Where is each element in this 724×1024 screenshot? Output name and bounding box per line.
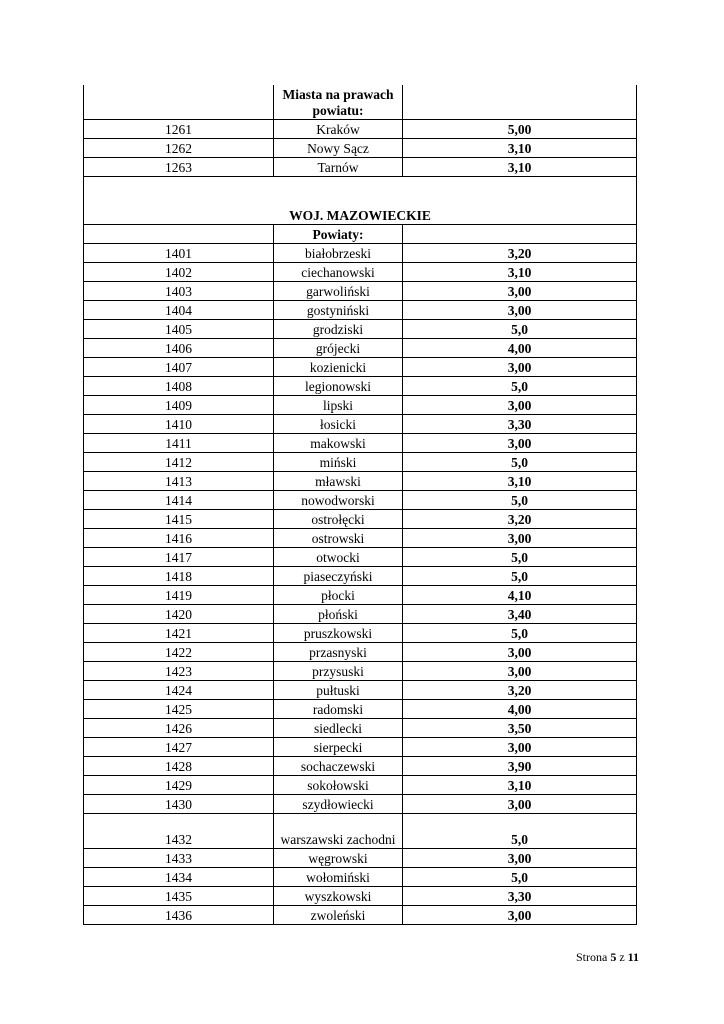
value-cell: 5,00	[403, 120, 637, 139]
code-cell: 1429	[84, 776, 274, 795]
name-cell: grodziski	[274, 320, 403, 339]
name-cell: sokołowski	[274, 776, 403, 795]
value-cell: 3,00	[403, 529, 637, 548]
footer-total: 11	[627, 950, 640, 964]
name-cell: mławski	[274, 472, 403, 491]
footer-prefix: Strona	[576, 950, 608, 964]
name-cell: lipski	[274, 396, 403, 415]
code-cell: 1416	[84, 529, 274, 548]
table-row	[84, 776, 637, 795]
code-cell: 1436	[84, 906, 274, 925]
name-cell: otwocki	[274, 548, 403, 567]
value-cell: 3,30	[403, 415, 637, 434]
name-cell: płoński	[274, 605, 403, 624]
code-cell: 1426	[84, 719, 274, 738]
name-cell: warszawski zachodni	[274, 814, 403, 849]
value-cell: 3,00	[403, 396, 637, 415]
section-title: WOJ. MAZOWIECKIE	[84, 177, 637, 225]
table-row	[84, 662, 637, 681]
code-cell: 1261	[84, 120, 274, 139]
header-code-cell	[84, 85, 274, 120]
code-cell: 1427	[84, 738, 274, 757]
table-row	[84, 719, 637, 738]
name-cell: Tarnów	[274, 158, 403, 177]
name-cell: miński	[274, 453, 403, 472]
code-cell: 1413	[84, 472, 274, 491]
name-cell: płocki	[274, 586, 403, 605]
value-cell: 3,00	[403, 849, 637, 868]
value-cell: 3,00	[403, 738, 637, 757]
value-cell: 3,10	[403, 158, 637, 177]
code-cell: 1401	[84, 244, 274, 263]
value-cell: 5,0	[403, 868, 637, 887]
name-cell: szydłowiecki	[274, 795, 403, 814]
table-row	[84, 757, 637, 776]
name-cell: ostrowski	[274, 529, 403, 548]
name-cell: ostrołęcki	[274, 510, 403, 529]
code-cell: 1405	[84, 320, 274, 339]
value-cell: 5,0	[403, 624, 637, 643]
name-cell: legionowski	[274, 377, 403, 396]
name-cell: przasnyski	[274, 643, 403, 662]
table-row	[84, 339, 637, 358]
code-cell: 1408	[84, 377, 274, 396]
table-row	[84, 795, 637, 814]
value-cell: 3,00	[403, 906, 637, 925]
value-cell: 3,10	[403, 776, 637, 795]
code-cell: 1411	[84, 434, 274, 453]
table-row	[84, 887, 637, 906]
name-cell: grójecki	[274, 339, 403, 358]
name-cell: gostyniński	[274, 301, 403, 320]
table-row	[84, 139, 637, 158]
value-cell: 4,10	[403, 586, 637, 605]
table-row	[84, 906, 637, 925]
code-cell: 1424	[84, 681, 274, 700]
name-cell: Nowy Sącz	[274, 139, 403, 158]
table-row	[84, 738, 637, 757]
name-cell: białobrzeski	[274, 244, 403, 263]
name-cell: pułtuski	[274, 681, 403, 700]
footer-sep: z	[619, 950, 625, 964]
name-cell: sierpecki	[274, 738, 403, 757]
name-cell: piaseczyński	[274, 567, 403, 586]
value-cell: 3,20	[403, 510, 637, 529]
code-cell: 1434	[84, 868, 274, 887]
header-value-cell	[403, 85, 637, 120]
name-cell: ciechanowski	[274, 263, 403, 282]
table-row	[84, 529, 637, 548]
value-cell: 5,0	[403, 491, 637, 510]
code-cell: 1406	[84, 339, 274, 358]
code-cell: 1262	[84, 139, 274, 158]
value-cell: 3,10	[403, 472, 637, 491]
value-cell: 5,0	[403, 814, 637, 849]
name-cell: kozienicki	[274, 358, 403, 377]
table-row	[84, 415, 637, 434]
code-cell: 1433	[84, 849, 274, 868]
name-cell: łosicki	[274, 415, 403, 434]
subheader-code-cell	[84, 225, 274, 244]
name-cell: nowodworski	[274, 491, 403, 510]
value-cell: 3,00	[403, 795, 637, 814]
name-cell: radomski	[274, 700, 403, 719]
value-cell: 3,30	[403, 887, 637, 906]
name-cell: siedlecki	[274, 719, 403, 738]
code-cell: 1432	[84, 814, 274, 849]
code-cell: 1403	[84, 282, 274, 301]
value-cell: 3,10	[403, 263, 637, 282]
name-cell: zwoleński	[274, 906, 403, 925]
name-cell: makowski	[274, 434, 403, 453]
code-cell: 1418	[84, 567, 274, 586]
code-cell: 1425	[84, 700, 274, 719]
value-cell: 3,20	[403, 244, 637, 263]
code-cell: 1404	[84, 301, 274, 320]
table-row	[84, 301, 637, 320]
code-cell: 1415	[84, 510, 274, 529]
value-cell: 3,10	[403, 139, 637, 158]
name-cell: przysuski	[274, 662, 403, 681]
code-cell: 1419	[84, 586, 274, 605]
name-cell: węgrowski	[274, 849, 403, 868]
code-cell: 1428	[84, 757, 274, 776]
value-cell: 3,20	[403, 681, 637, 700]
table-row	[84, 681, 637, 700]
value-cell: 3,90	[403, 757, 637, 776]
subheader-label: Powiaty:	[274, 225, 403, 244]
cities-header: Miasta na prawach powiatu:	[274, 85, 403, 120]
name-cell: Kraków	[274, 120, 403, 139]
table-row	[84, 282, 637, 301]
table-row	[84, 548, 637, 567]
table-row	[84, 624, 637, 643]
value-cell: 3,00	[403, 301, 637, 320]
table-row	[84, 377, 637, 396]
value-cell: 3,40	[403, 605, 637, 624]
name-cell: garwoliński	[274, 282, 403, 301]
name-cell: sochaczewski	[274, 757, 403, 776]
table-row	[84, 814, 637, 849]
code-cell: 1409	[84, 396, 274, 415]
table-row	[84, 868, 637, 887]
value-cell: 4,00	[403, 339, 637, 358]
value-cell: 4,00	[403, 700, 637, 719]
header-row	[84, 85, 637, 120]
value-cell: 5,0	[403, 567, 637, 586]
page-footer	[576, 950, 639, 965]
name-cell: wyszkowski	[274, 887, 403, 906]
table-row	[84, 567, 637, 586]
code-cell: 1412	[84, 453, 274, 472]
value-cell: 3,50	[403, 719, 637, 738]
code-cell: 1410	[84, 415, 274, 434]
value-cell: 5,0	[403, 548, 637, 567]
value-cell: 3,00	[403, 282, 637, 301]
code-cell: 1422	[84, 643, 274, 662]
table-row	[84, 434, 637, 453]
table-row	[84, 120, 637, 139]
name-cell: pruszkowski	[274, 624, 403, 643]
code-cell: 1420	[84, 605, 274, 624]
table-row	[84, 320, 637, 339]
value-cell: 5,0	[403, 453, 637, 472]
table-row	[84, 263, 637, 282]
section-row	[84, 177, 637, 225]
table-row	[84, 643, 637, 662]
code-cell: 1407	[84, 358, 274, 377]
rates-table	[83, 85, 637, 925]
code-cell: 1402	[84, 263, 274, 282]
value-cell: 3,00	[403, 662, 637, 681]
value-cell: 5,0	[403, 377, 637, 396]
table-row	[84, 244, 637, 263]
table-row	[84, 396, 637, 415]
table-row	[84, 453, 637, 472]
table-row	[84, 472, 637, 491]
table-row	[84, 849, 637, 868]
value-cell: 3,00	[403, 643, 637, 662]
value-cell: 3,00	[403, 434, 637, 453]
table-row	[84, 605, 637, 624]
code-cell: 1421	[84, 624, 274, 643]
table-row	[84, 491, 637, 510]
code-cell: 1423	[84, 662, 274, 681]
code-cell: 1430	[84, 795, 274, 814]
name-cell: wołomiński	[274, 868, 403, 887]
subheader-row	[84, 225, 637, 244]
table-row	[84, 510, 637, 529]
value-cell: 3,00	[403, 358, 637, 377]
code-cell: 1435	[84, 887, 274, 906]
code-cell: 1263	[84, 158, 274, 177]
code-cell: 1414	[84, 491, 274, 510]
table-row	[84, 158, 637, 177]
table-row	[84, 586, 637, 605]
subheader-value-cell	[403, 225, 637, 244]
table-row	[84, 700, 637, 719]
code-cell: 1417	[84, 548, 274, 567]
footer-page: 5	[610, 950, 617, 964]
value-cell: 5,0	[403, 320, 637, 339]
table-row	[84, 358, 637, 377]
